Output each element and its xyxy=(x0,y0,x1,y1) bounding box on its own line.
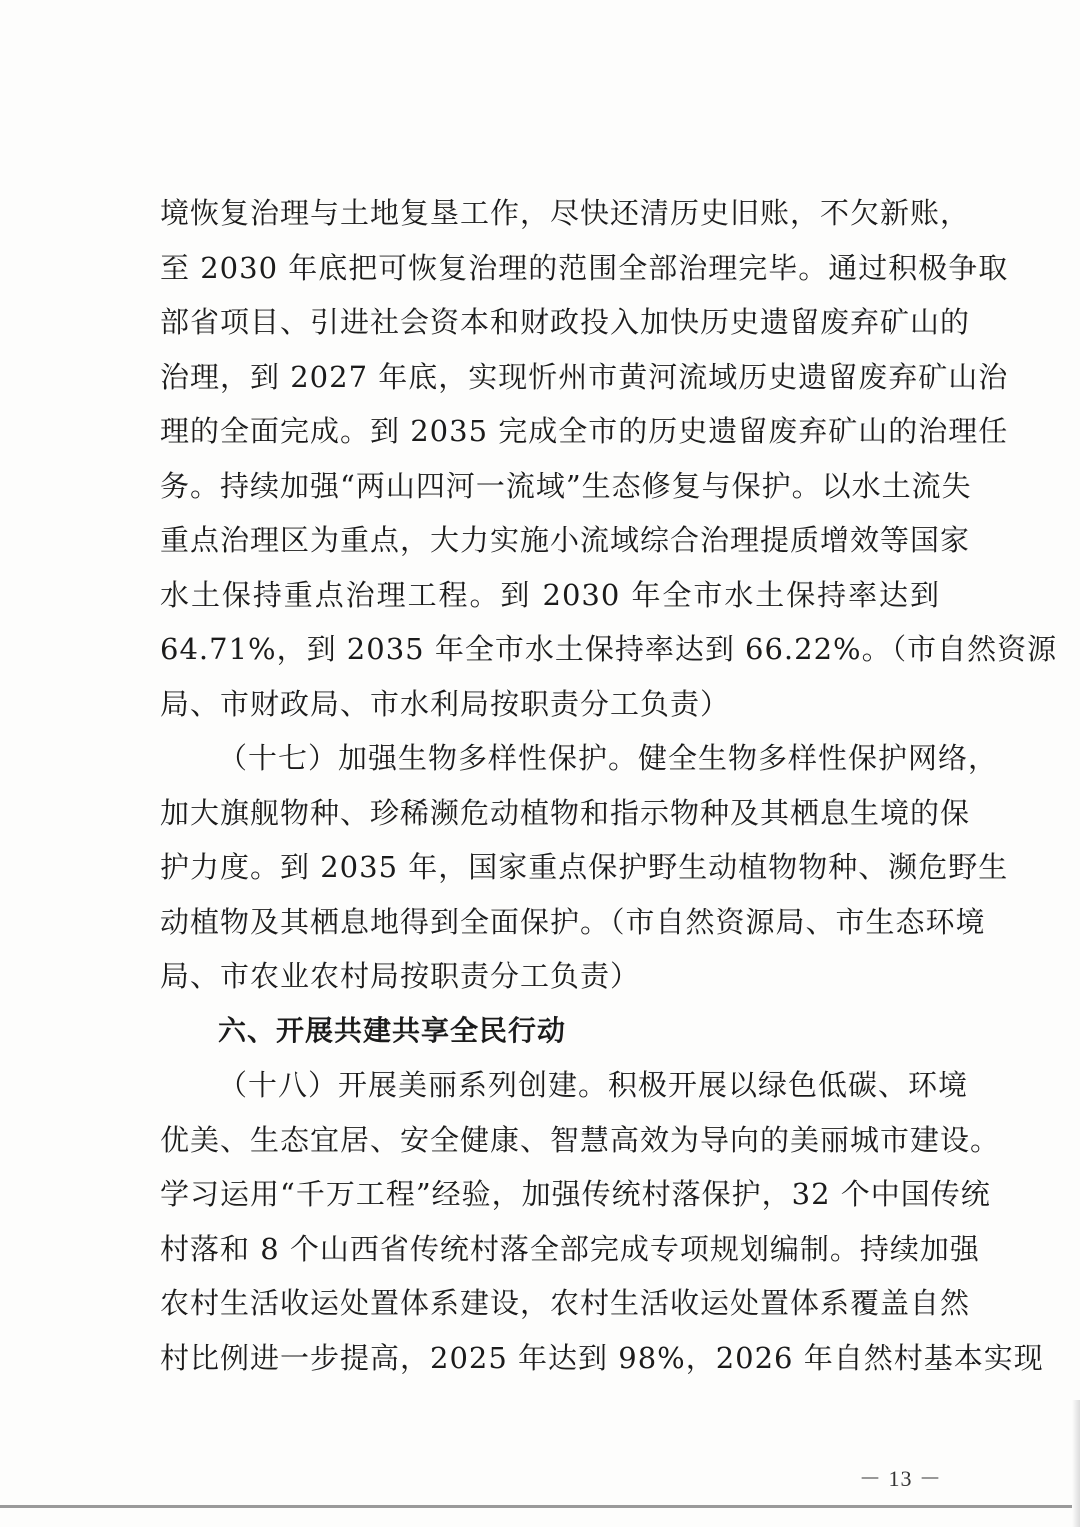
section-heading: 六、开展共建共享全民行动 xyxy=(218,1013,567,1047)
text-line: 水土保持重点治理工程。到 2030 年全市水土保持率达到 xyxy=(160,577,940,612)
text-line: 加大旗舰物种、珍稀濒危动植物和指示物种及其栖息生境的保 xyxy=(160,795,971,830)
text-line: 动植物及其栖息地得到全面保护。（市自然资源局、市生态环境 xyxy=(160,904,986,939)
text-line: 局、市农业农村局按职责分工负责） xyxy=(160,959,641,993)
text-line: 重点治理区为重点，大力实施小流域综合治理提质增效等国家 xyxy=(160,523,971,557)
scan-shadow xyxy=(1072,1400,1080,1527)
text-line: 村比例进一步提高，2025 年达到 98%，2026 年自然村基本实现 xyxy=(160,1340,1044,1375)
text-line: 学习运用“千万工程”经验，加强传统村落保护，32 个中国传统 xyxy=(160,1177,991,1211)
page-number: － 13 － xyxy=(858,1466,942,1491)
text-line: 优美、生态宜居、安全健康、智慧高效为导向的美丽城市建设。 xyxy=(160,1122,1001,1157)
scan-edge-divider xyxy=(0,1505,1080,1508)
text-line: 64.71%，到 2035 年全市水土保持率达到 66.22%。（市自然资源 xyxy=(160,632,1058,666)
body-text xyxy=(160,186,1058,1385)
text-line: 村落和 8 个山西省传统村落全部完成专项规划编制。持续加强 xyxy=(160,1231,980,1266)
text-line: 局、市财政局、市水利局按职责分工负责） xyxy=(160,686,731,721)
text-line: 理的全面完成。到 2035 完成全市的历史遗留废弃矿山的治理任 xyxy=(160,414,1009,448)
text-line: 治理，到 2027 年底，实现忻州市黄河流域历史遗留废弃矿山治 xyxy=(160,359,1009,394)
text-line: 部省项目、引进社会资本和财政投入加快历史遗留废弃矿山的 xyxy=(160,305,971,339)
text-line: 境恢复治理与土地复垦工作，尽快还清历史旧账，不欠新账， xyxy=(160,196,971,230)
text-line: 农村生活收运处置体系建设，农村生活收运处置体系覆盖自然 xyxy=(160,1286,971,1320)
text-line: （十八）开展美丽系列创建。积极开展以绿色低碳、环境 xyxy=(218,1068,969,1102)
text-line: 务。持续加强“两山四河一流域”生态修复与保护。以水土流失 xyxy=(160,468,972,503)
text-line: 护力度。到 2035 年，国家重点保护野生动植物物种、濒危野生 xyxy=(160,850,1009,884)
text-line: 至 2030 年底把可恢复治理的范围全部治理完毕。通过积极争取 xyxy=(160,250,1009,285)
text-line: （十七）加强生物多样性保护。健全生物多样性保护网络， xyxy=(218,741,999,775)
